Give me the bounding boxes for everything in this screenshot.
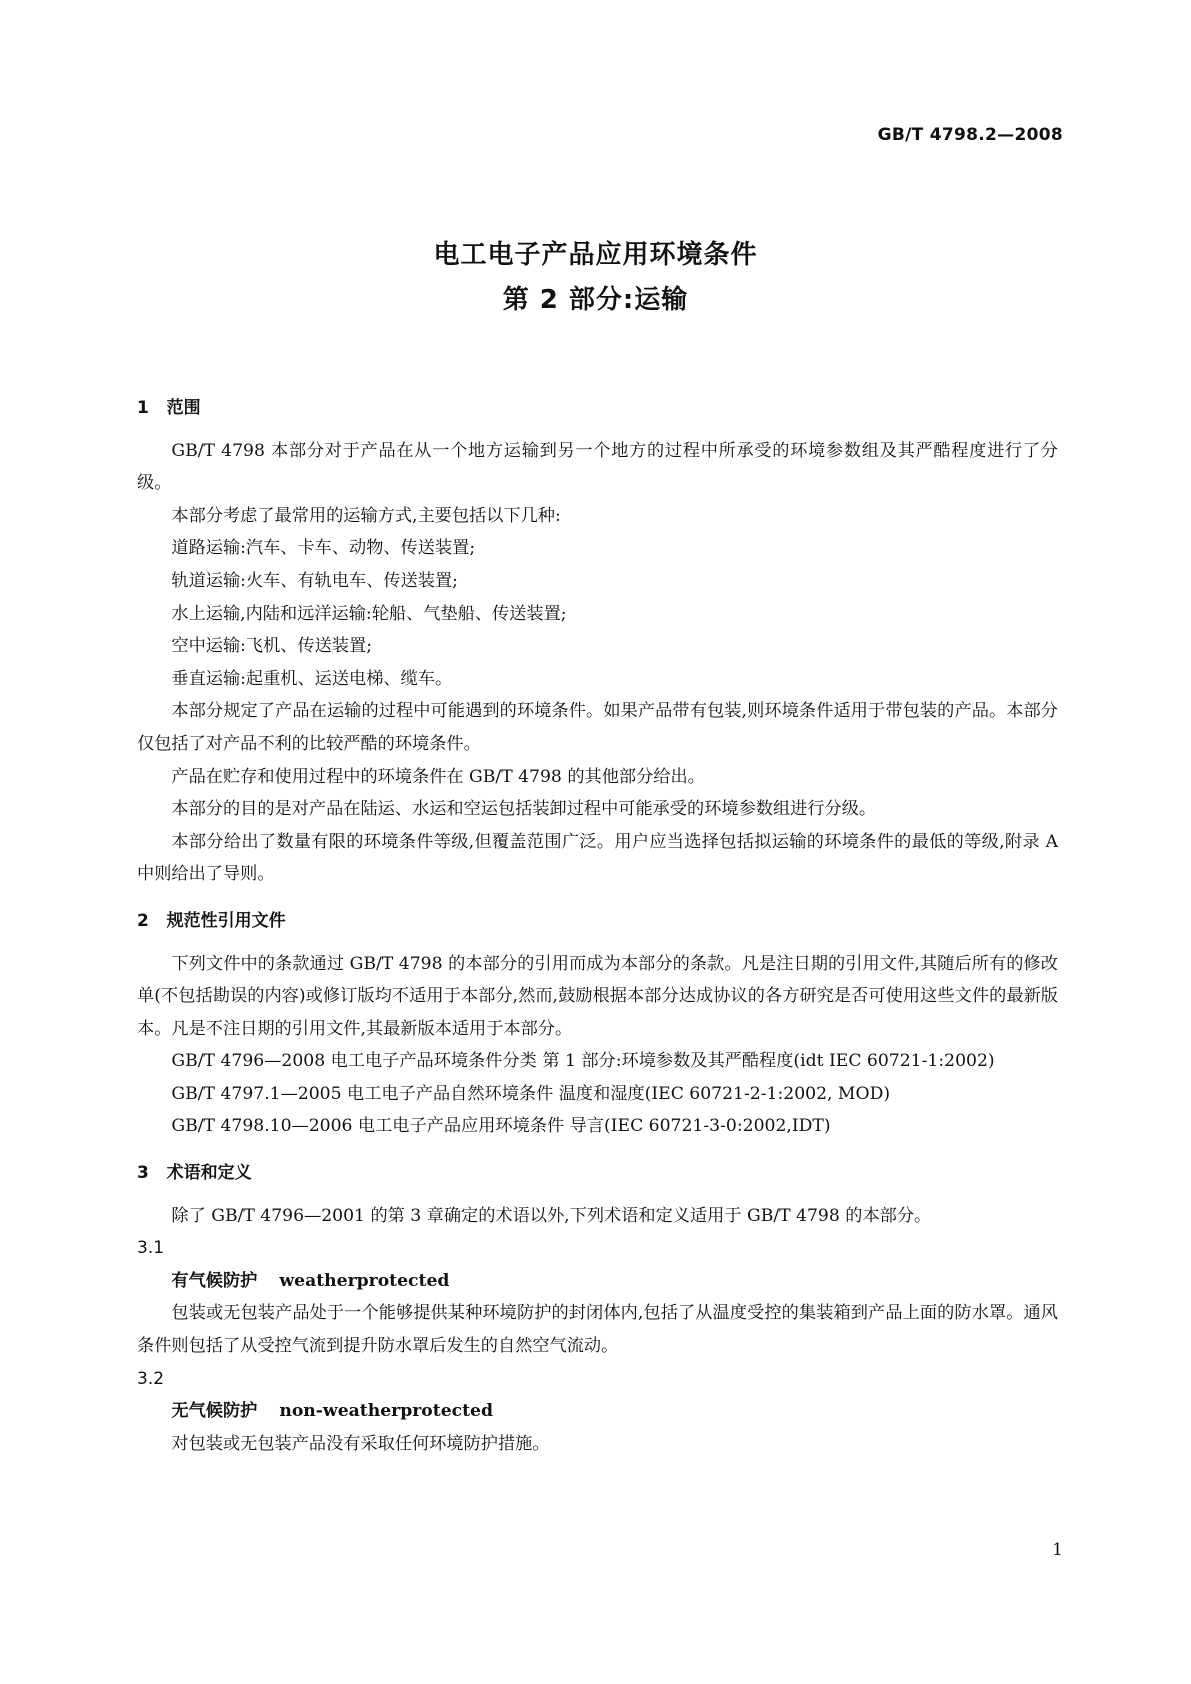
- term-number: 3.2: [137, 1368, 165, 1389]
- title-line-1: 电工电子产品应用环境条件: [433, 240, 758, 270]
- term-name-en: weatherprotected: [279, 1270, 450, 1291]
- section-1-paragraph: 轨道运输:火车、有轨电车、传送装置;: [171, 570, 458, 591]
- title-line-2: 第 2 部分:运输: [502, 285, 689, 315]
- term-heading: [137, 1395, 1058, 1428]
- normative-reference: GB/T 4798.10—2006 电工电子产品应用环境条件 导言(IEC 60721-3-0:2002,IDT): [171, 1116, 831, 1137]
- term-number: 3.1: [137, 1238, 165, 1259]
- term-name-zh: 有气候防护: [171, 1270, 258, 1291]
- section-1-paragraph: 道路运输:汽车、卡车、动物、传送装置;: [171, 538, 476, 559]
- section-1-paragraph: 水上运输,内陆和远洋运输:轮船、气垫船、传送装置;: [171, 603, 567, 624]
- page-number: 1: [1052, 1540, 1063, 1560]
- normative-reference: GB/T 4797.1—2005 电工电子产品自然环境条件 温度和湿度(IEC 60721-2-1:2002, MOD): [171, 1083, 891, 1104]
- section-1-paragraph: GB/T 4798 本部分对于产品在从一个地方运输到另一个地方的过程中所承受的环境参数组及其严酷程度进行了分级。: [137, 440, 1058, 494]
- term-name-zh: 无气候防护: [171, 1401, 258, 1422]
- section-1-paragraph: 垂直运输:起重机、运送电梯、缆车。: [171, 668, 453, 689]
- section-1-paragraph: 产品在贮存和使用过程中的环境条件在 GB/T 4798 的其他部分给出。: [171, 766, 705, 787]
- section-3-heading: 3 术语和定义: [137, 1163, 252, 1184]
- term-definition: 包装或无包装产品处于一个能够提供某种环境防护的封闭体内,包括了从温度受控的集装箱到产品上面的防水罩。通风条件则包括了从受控气流到提升防水罩后发生的自然空气流动。: [137, 1303, 1058, 1357]
- section-1-paragraph: 本部分考虑了最常用的运输方式,主要包括以下几种:: [171, 505, 561, 526]
- document-id: GB/T 4798.2—2008: [877, 125, 1063, 145]
- section-2-heading: 2 规范性引用文件: [137, 910, 286, 931]
- section-1-paragraph: 本部分给出了数量有限的环境条件等级,但覆盖范围广泛。用户应当选择包括拟运输的环境条件的最低的等级,附录 A 中则给出了导则。: [137, 831, 1058, 885]
- section-1-paragraph: 本部分的目的是对产品在陆运、水运和空运包括装卸过程中可能承受的环境参数组进行分级。: [171, 799, 877, 820]
- term-name-en: non-weatherprotected: [279, 1401, 493, 1422]
- term-definition: 对包装或无包装产品没有采取任何环境防护措施。: [171, 1433, 550, 1454]
- section-3-intro: 除了 GB/T 4796—2001 的第 3 章确定的术语以外,下列术语和定义适用于 GB/T 4798 的本部分。: [171, 1205, 932, 1226]
- section-1-paragraph: 本部分规定了产品在运输的过程中可能遇到的环境条件。如果产品带有包装,则环境条件适用于带包装的产品。本部分仅包括了对产品不利的比较严酷的环境条件。: [137, 701, 1058, 754]
- section-1-heading: 1 范围: [137, 398, 201, 418]
- section-1-paragraph: 空中运输:飞机、传送装置;: [171, 636, 373, 657]
- document-body: [137, 392, 1058, 1460]
- normative-reference: GB/T 4796—2008 电工电子产品环境条件分类 第 1 部分:环境参数及其严酷程度(idt IEC 60721-1:2002): [171, 1051, 995, 1072]
- section-2-intro: 下列文件中的条款通过 GB/T 4798 的本部分的引用而成为本部分的条款。凡是注日期的引用文件,其随后所有的修改单(不包括勘误的内容)或修订版均不适用于本部分,然而,鼓励根据本部分达成协议的各方研究是否可使用这些文件的最新版本。凡是不注日期的引用文件,其最新版本适用于本部分。: [137, 953, 1058, 1039]
- term-heading: [137, 1265, 1058, 1298]
